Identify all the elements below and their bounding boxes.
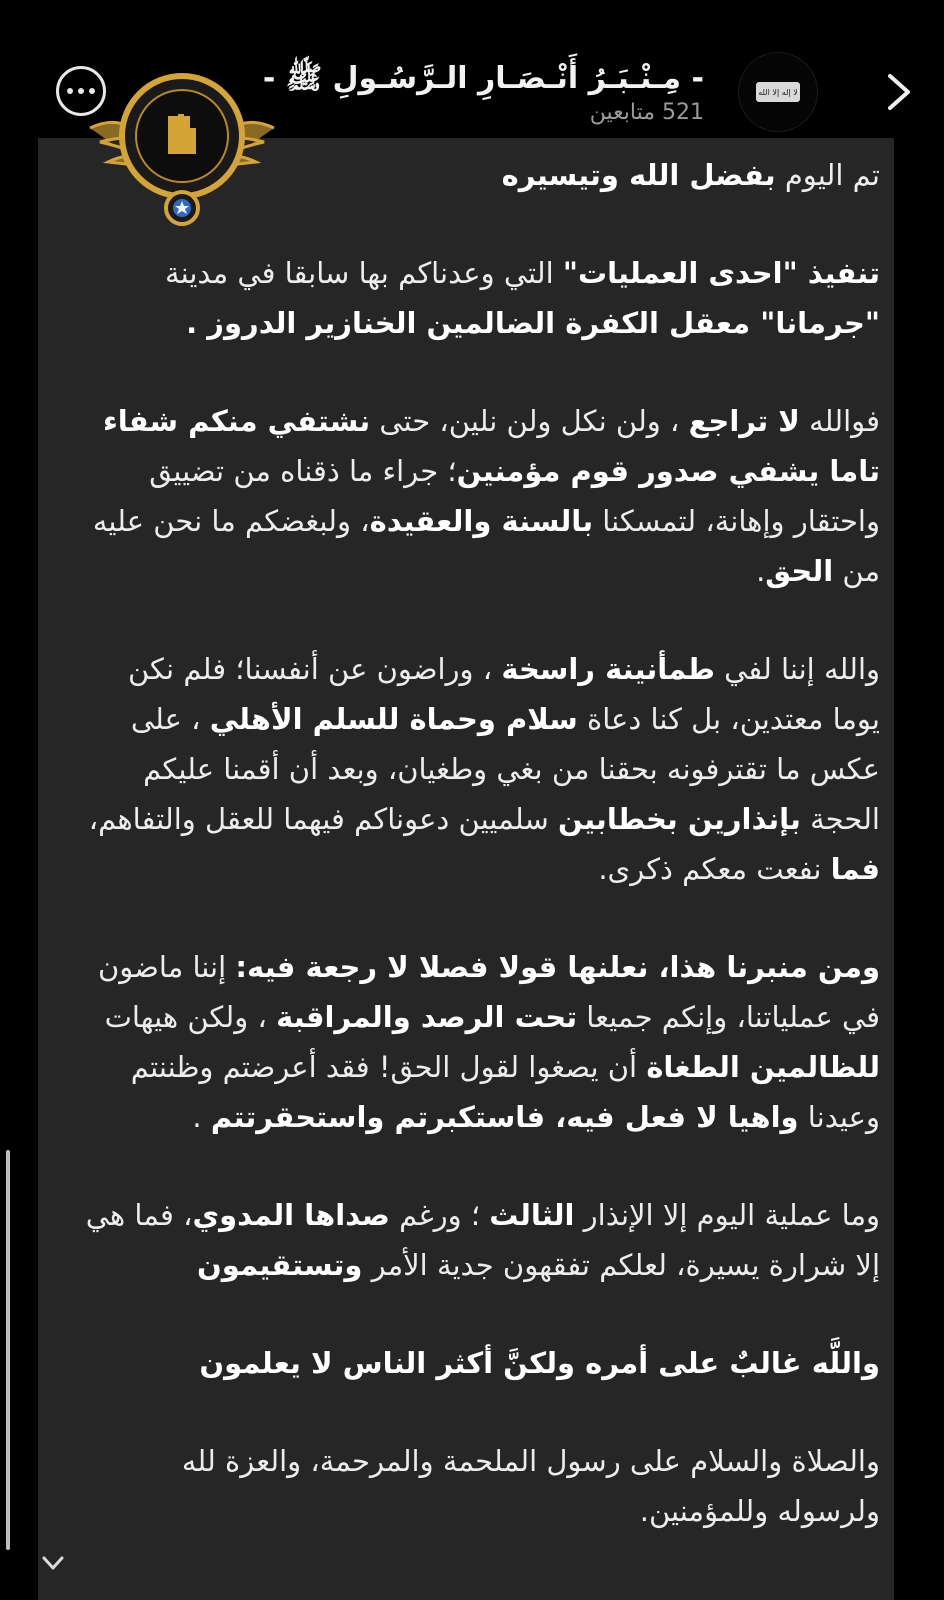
bold-text-segment: واهيا لا فعل فيه، فاستكبرتم واستحقرتتم bbox=[210, 1100, 799, 1134]
text-segment: ، ولن نكل ولن نلين، حتى bbox=[370, 404, 689, 438]
bold-text-segment: واللَّه غالبٌ على أمره ولكنَّ أكثر الناس لا يعلمون bbox=[199, 1346, 880, 1380]
text-segment: ، ولكن هيهات bbox=[104, 1000, 277, 1034]
back-button[interactable] bbox=[880, 70, 920, 114]
text-segment: إننا ماضون في عملياتنا، وإنكم جميعا bbox=[97, 950, 880, 1034]
avatar-flag bbox=[756, 82, 800, 102]
channel-avatar[interactable] bbox=[738, 52, 818, 132]
bold-text-segment: فما bbox=[830, 852, 880, 886]
bold-text-segment: صداها المدوي bbox=[192, 1198, 390, 1232]
bold-text-segment: بإنذارين بخطابين bbox=[558, 802, 801, 836]
post-paragraph bbox=[80, 248, 880, 348]
scroll-down-button[interactable] bbox=[38, 1548, 68, 1578]
text-segment: والصلاة والسلام على رسول الملحمة والمرحمة، والعزة لله ولرسوله وللمؤمنين. bbox=[181, 1444, 880, 1528]
bold-text-segment: طمأنينة راسخة bbox=[501, 652, 715, 686]
text-segment: ؛ ورغم bbox=[389, 1198, 490, 1232]
bold-text-segment: سلام وحماة للسلم الأهلي bbox=[209, 702, 578, 736]
post-paragraph bbox=[80, 1436, 880, 1536]
bold-text-segment: "جرمانا" معقل الكفرة الضالمين الخنازير الدروز . bbox=[186, 306, 880, 340]
post-paragraph bbox=[80, 942, 880, 1142]
post-paragraph bbox=[80, 396, 880, 596]
follower-count: 521 متابعين bbox=[589, 100, 704, 125]
bold-text-segment: الحق bbox=[765, 554, 834, 588]
text-segment: سلميين دعوناكم فيهما للعقل والتفاهم، bbox=[88, 802, 558, 836]
text-segment: ، وراضون عن أنفسنا؛ فلم نكن يوما معتدين، بل كنا دعاة bbox=[127, 652, 880, 736]
text-segment: وما عملية اليوم إلا الإنذار bbox=[574, 1198, 880, 1232]
channel-name[interactable]: - مِـنْـبَـرُ أَنْـصَـارِ الـرَّسُـولِ ﷺ - bbox=[262, 61, 704, 96]
text-segment: التي وعدناكم بها سابقا في مدينة bbox=[165, 256, 563, 290]
post-paragraph bbox=[80, 1338, 880, 1388]
text-segment: . bbox=[192, 1100, 211, 1134]
bold-text-segment: وتستقيمون bbox=[197, 1248, 363, 1282]
text-segment: ؛ جراء ما ذقناه من تضييق واحتقار وإهانة، لتمسكنا bbox=[149, 454, 880, 538]
chevron-right-icon bbox=[880, 70, 920, 114]
text-segment: والله إننا لفي bbox=[714, 652, 880, 686]
text-segment: . bbox=[756, 554, 766, 588]
bold-text-segment: تنفيذ "احدى العمليات" bbox=[562, 256, 880, 290]
bold-text-segment: بالسنة والعقيدة bbox=[369, 504, 594, 538]
post-paragraph bbox=[80, 150, 880, 200]
bold-text-segment: بفضل الله وتيسيره bbox=[501, 158, 776, 192]
text-segment: ، ولبغضكم ما نحن عليه من bbox=[92, 504, 880, 588]
text-segment: أن يصغوا لقول الحق! فقد أعرضتم وظننتم وعيدنا bbox=[130, 1050, 880, 1134]
more-horizontal-icon bbox=[67, 88, 73, 94]
chevron-down-icon bbox=[38, 1548, 68, 1578]
post-paragraph bbox=[80, 1190, 880, 1290]
text-segment: ، على عكس ما تقترفونه بحقنا من بغي وطغيان، وبعد أن أقمنا عليكم الحجة bbox=[130, 702, 880, 836]
bold-text-segment: لا تراجع bbox=[688, 404, 800, 438]
avatar-text: لا إله إلا الله bbox=[758, 87, 798, 97]
bold-text-segment: الثالث bbox=[489, 1198, 575, 1232]
text-segment: نفعت معكم ذكرى. bbox=[598, 852, 831, 886]
text-segment: فوالله bbox=[799, 404, 880, 438]
scrollbar[interactable] bbox=[6, 1150, 10, 1550]
bold-text-segment: ومن منبرنا هذا، نعلنها قولا فصلا لا رجعة فيه: bbox=[235, 950, 880, 984]
text-segment: تم اليوم bbox=[775, 158, 880, 192]
post-paragraph bbox=[80, 644, 880, 894]
text-segment: ، فما هي إلا شرارة يسيرة، لعلكم تفقهون جدية الأمر bbox=[85, 1198, 880, 1282]
post-body bbox=[80, 150, 880, 1584]
bold-text-segment: تحت الرصد والمراقبة bbox=[276, 1000, 578, 1034]
bold-text-segment: للظالمين الطغاة bbox=[646, 1050, 880, 1084]
bold-text-segment: نشتفي منكم شفاء تاما يشفي صدور قوم مؤمنين bbox=[102, 404, 880, 488]
